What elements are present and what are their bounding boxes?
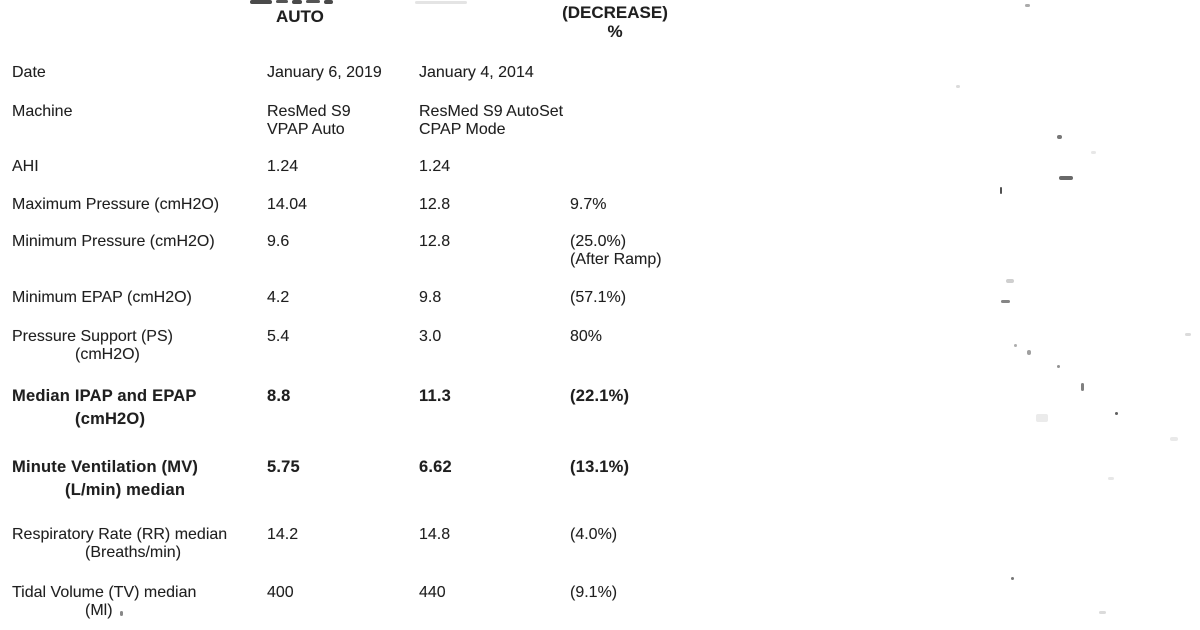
scan-speck (1081, 383, 1084, 391)
row-label: Minimum EPAP (cmH2O) (12, 289, 192, 306)
scan-speck (1006, 279, 1014, 283)
value-col2: 440 (419, 584, 446, 601)
scan-speck (1011, 577, 1014, 580)
value-col1: 5.75 (267, 458, 300, 476)
cutoff-text-fragment (306, 0, 320, 3)
row-label-line2: (Breaths/min) (85, 544, 182, 561)
value-col2: 9.8 (419, 289, 442, 306)
row-label-line2: (cmH2O) (75, 346, 140, 363)
scan-speck (1057, 135, 1062, 139)
value-col3: (13.1%) (570, 458, 630, 476)
row-label-line2: (L/min) median (65, 481, 186, 499)
column-header-decrease-line1: (DECREASE) (562, 3, 668, 22)
scan-speck (1185, 333, 1191, 336)
scan-speck (956, 85, 960, 88)
value-col1: 4.2 (267, 289, 290, 306)
scan-speck (1108, 477, 1114, 480)
scan-speck (1000, 187, 1002, 194)
row-label-line1: Median IPAP and EPAP (12, 387, 197, 405)
row-label: Date (12, 64, 46, 81)
value-col1: 14.2 (267, 526, 299, 543)
column-header-decrease-line2: % (607, 22, 623, 41)
cutoff-text-fragment (292, 0, 302, 4)
scan-speck (1001, 300, 1010, 303)
value-col3-line2: (After Ramp) (570, 251, 662, 268)
row-label-line1: Tidal Volume (TV) median (12, 584, 197, 601)
value-col2: 14.8 (419, 526, 451, 543)
scan-speck (1099, 611, 1106, 614)
row-label: Minimum Pressure (cmH2O) (12, 233, 215, 250)
cutoff-text-fragment (276, 0, 288, 3)
value-col3: (57.1%) (570, 289, 627, 306)
value-col3: (4.0%) (570, 526, 618, 543)
column-header-decrease-percent (540, 3, 690, 41)
row-label-line2: (cmH2O) (75, 410, 146, 428)
row-label (12, 584, 196, 619)
scan-speck (1091, 151, 1096, 154)
scan-speck (1115, 412, 1118, 415)
value-col1: 8.8 (267, 387, 291, 405)
value-col1: 9.6 (267, 233, 290, 250)
value-col2-line1: ResMed S9 AutoSet (419, 103, 564, 120)
scan-speck (1057, 365, 1060, 368)
value-col1: 5.4 (267, 328, 290, 345)
row-label-line2: (Ml) (85, 602, 113, 619)
value-col1 (267, 103, 351, 138)
value-col2: 12.8 (419, 233, 451, 250)
value-col2-line2: CPAP Mode (419, 121, 506, 138)
row-label-line1: Respiratory Rate (RR) median (12, 526, 228, 543)
cutoff-text-fragment (415, 1, 467, 4)
row-label: AHI (12, 158, 39, 175)
row-label-line1: Pressure Support (PS) (12, 328, 173, 345)
value-col3 (570, 233, 662, 268)
scan-speck (1170, 437, 1178, 441)
value-col2: January 4, 2014 (419, 64, 534, 81)
value-col1-line2: VPAP Auto (267, 121, 345, 138)
cutoff-text-fragment (324, 0, 333, 4)
column-header-bilevel-auto: AUTO (276, 7, 324, 26)
value-col1-line1: ResMed S9 (267, 103, 351, 120)
value-col3: (9.1%) (570, 584, 618, 601)
value-col1: 1.24 (267, 158, 299, 175)
value-col1: 400 (267, 584, 294, 601)
value-col2: 6.62 (419, 458, 452, 476)
cutoff-text-fragment (250, 0, 272, 4)
value-col3: 9.7% (570, 196, 607, 213)
value-col3: (22.1%) (570, 387, 630, 405)
row-label (12, 459, 198, 499)
value-col2: 12.8 (419, 196, 451, 213)
value-col1: January 6, 2019 (267, 64, 382, 81)
value-col3: 80% (570, 328, 603, 345)
scan-speck (1027, 350, 1031, 355)
scan-speck (1014, 344, 1017, 347)
value-col2: 1.24 (419, 158, 451, 175)
value-col2: 3.0 (419, 328, 442, 345)
value-col1: 14.04 (267, 196, 308, 213)
row-label (12, 388, 197, 428)
row-label (12, 526, 227, 561)
row-label-line1: Minute Ventilation (MV) (12, 458, 199, 476)
row-label (12, 328, 173, 363)
scan-speck (120, 611, 123, 616)
row-label: Machine (12, 103, 73, 120)
value-col3-line1: (25.0%) (570, 233, 627, 250)
value-col2: 11.3 (419, 387, 452, 405)
scan-speck (1025, 4, 1030, 7)
row-label: Maximum Pressure (cmH2O) (12, 196, 220, 213)
value-col2 (419, 103, 563, 138)
scan-speck (1036, 414, 1048, 422)
scan-speck (1059, 176, 1073, 180)
